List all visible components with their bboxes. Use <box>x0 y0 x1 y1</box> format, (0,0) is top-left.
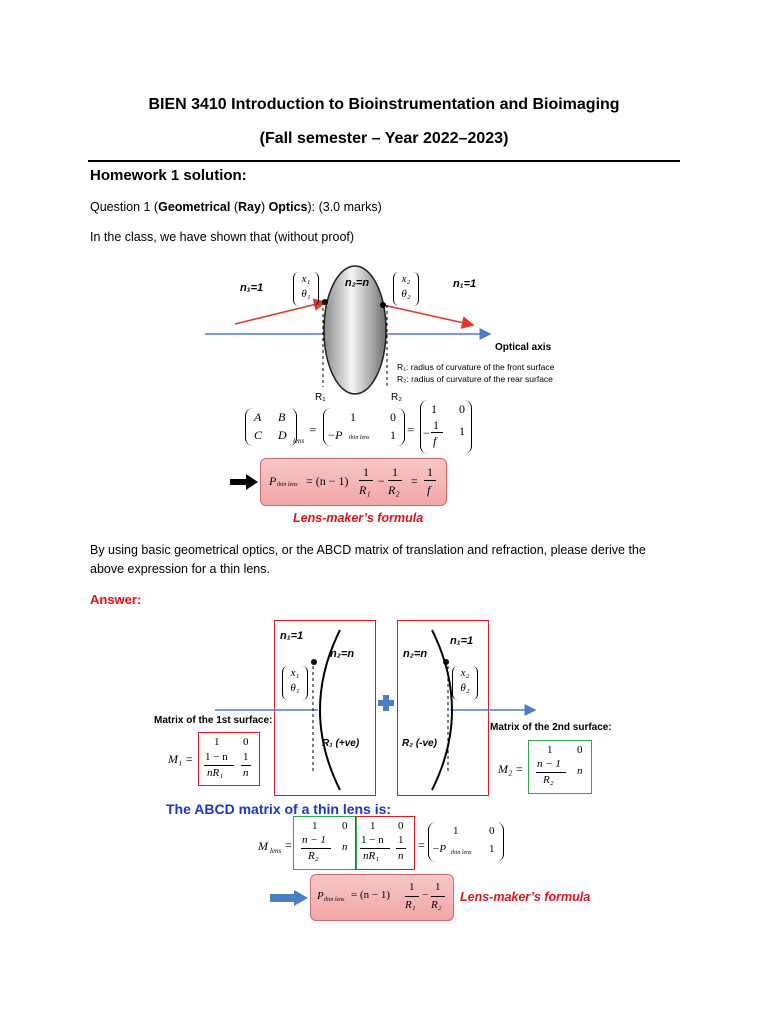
arrow-icon <box>230 474 258 490</box>
abcd-matrix: A B C D <box>245 408 297 446</box>
question-intro: In the class, we have shown that (without proof) <box>90 230 355 244</box>
n2-right-answer: n₂=n <box>403 648 428 660</box>
n1-right-label: n₁=1 <box>453 278 477 290</box>
m1-symbol: M₁ = <box>168 752 194 766</box>
matrix1-label: Matrix of the 1st surface: <box>154 715 273 726</box>
lens-figure: n₁=1 n₂=n n₁=1 x₁ θ₁ x₂ θ₂ Optical axis R₁: radius of curvature of the front surface R₂: radius of curvature of the rear surface R₁ R₂ A B C D lens = 1 0 −P thin lens 1 = 1 0 − 1 f 1 P thin lens = (n − 1) 1 R₁ − 1 R₂ = 1 f Lens-maker’s formula <box>205 262 560 532</box>
answer-label: Answer: <box>90 592 142 607</box>
lens-m2-matrix: 1 0 n − 1 R₂ n <box>293 816 357 870</box>
r1-note: R₁: radius of curvature of the front surface <box>397 362 555 372</box>
formula-caption: Lens-maker’s formula <box>293 511 424 525</box>
header-divider <box>88 160 680 162</box>
question-prompt-1: By using basic geometrical optics, or the ABCD matrix of translation and refraction, please derive the <box>90 543 646 557</box>
second-surface-curve <box>432 630 452 790</box>
n2-label: n₂=n <box>345 277 370 289</box>
m2-matrix: 1 0 n − 1 R₂ n <box>528 740 592 794</box>
n1-left-label: n₁=1 <box>240 282 264 294</box>
r2-sign-label: R₂ (-ve) <box>402 738 437 749</box>
answer-input-vector: x₁ θ₁ <box>282 666 308 700</box>
r2-note: R₂: radius of curvature of the rear surface <box>397 374 553 384</box>
lens-m1-matrix: 1 0 1 − n nR₁ 1 n <box>355 816 415 870</box>
m1-matrix: 1 0 1 − n nR₁ 1 n <box>198 732 260 786</box>
m-lens-subscript: lens <box>270 847 282 855</box>
r1-label: R₁ <box>315 392 326 403</box>
thin-lens-heading: The ABCD matrix of a thin lens is: <box>166 801 392 817</box>
question-prompt-2: above expression for a thin lens. <box>90 562 270 576</box>
outgoing-ray <box>383 305 473 325</box>
section-heading: Homework 1 solution: <box>90 167 247 184</box>
m2-symbol: M₂ = <box>498 762 524 776</box>
input-ray-vector: x₁ θ₁ <box>293 272 319 306</box>
output-ray-vector: x₂ θ₂ <box>393 272 419 306</box>
blue-arrow-icon <box>270 890 308 906</box>
focal-matrix: 1 0 − 1 f 1 <box>420 400 472 454</box>
n1-right-answer: n₁=1 <box>450 635 474 647</box>
answer-figure: n₁=1 n₂=n n₂=n n₁=1 x₁ θ₁ x₂ θ₂ R₁ (+ve) R₂ (-ve) Matrix of the 1st surface: Matrix of the 2nd surface: M₁ = 1 0 1 − n nR₁ 1 n M₂ = 1 0 n − 1 R₂ n The ABCD matrix of a thin lens is: M lens = 1 0 n − 1 R₂ n 1 0 1 − n nR₁ 1 n = 1 0 −P thin lens 1 P thin lens = (n − 1) 1 R₁ − 1 R₂ Lens-maker’s formula <box>150 618 620 923</box>
document-title: BIEN 3410 Introduction to Bioinstrumentation and Bioimaging <box>148 96 620 113</box>
n1-left-answer: n₁=1 <box>280 630 304 642</box>
document-subtitle: (Fall semester – Year 2022–2023) <box>259 130 509 147</box>
answer-formula-caption: Lens-maker’s formula <box>460 890 591 904</box>
r1-sign-label: R₁ (+ve) <box>322 738 360 749</box>
r2-label: R₂ <box>391 392 403 403</box>
thin-lens-matrix: 1 0 −P thin lens 1 <box>323 408 405 446</box>
matrix2-label: Matrix of the 2nd surface: <box>490 722 612 733</box>
lens-subscript: lens <box>293 437 305 445</box>
optical-axis-label: Optical axis <box>495 342 552 353</box>
question-label: Question 1 (Geometrical (Ray) Optics): (3.0 marks) <box>90 200 382 214</box>
answer-output-vector: x₂ θ₂ <box>452 666 478 700</box>
lens-result-matrix: 1 0 −P thin lens 1 <box>428 822 504 862</box>
lens-maker-formula-box: P thin lens = (n − 1) 1 R₁ − 1 R₂ = 1 f <box>260 458 447 506</box>
answer-formula-box: P thin lens = (n − 1) 1 R₁ − 1 R₂ <box>310 874 454 921</box>
m-lens-symbol: M <box>258 839 268 853</box>
n2-left-answer: n₂=n <box>330 648 355 660</box>
